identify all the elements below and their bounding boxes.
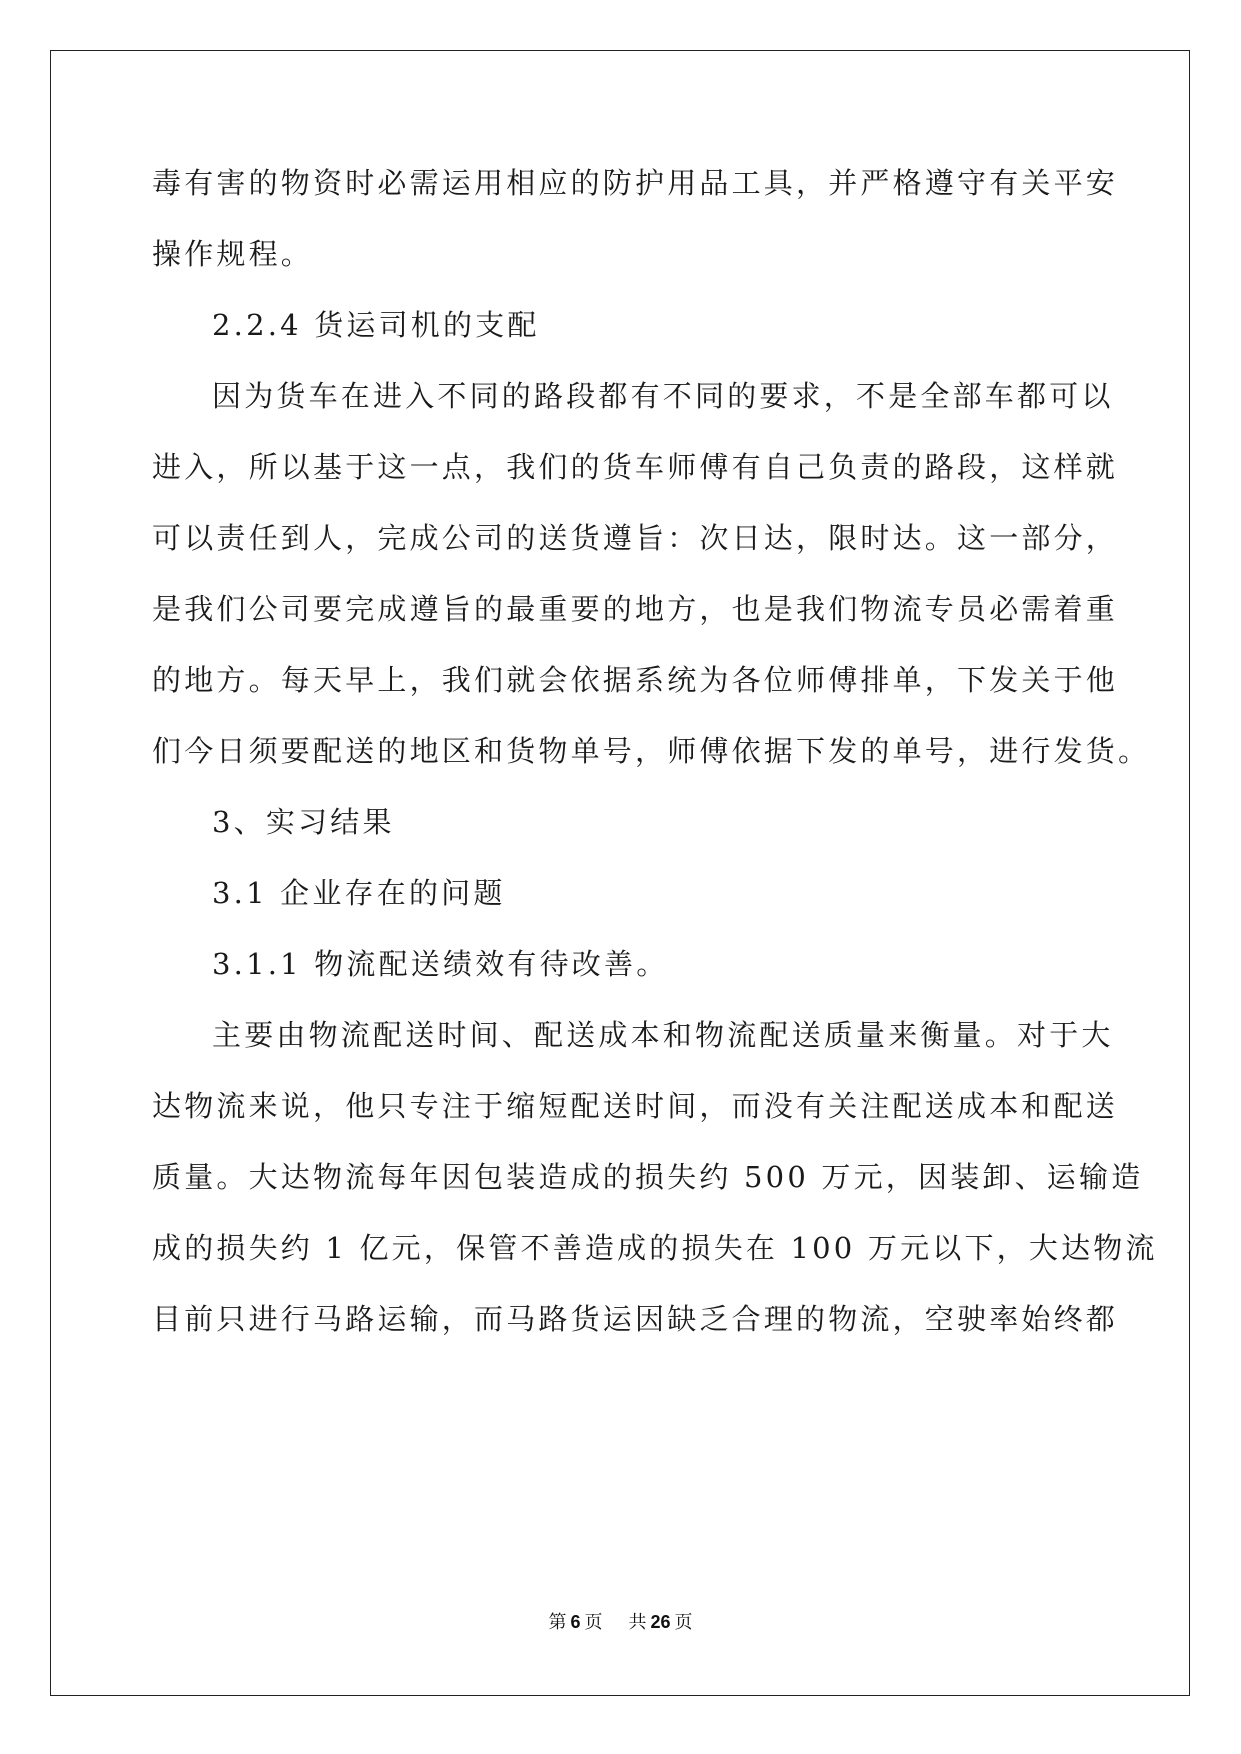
page-number: 6 <box>570 1612 581 1632</box>
section-heading: 3、实习结果 <box>212 805 395 839</box>
paragraph-line: 的地方。每天早上，我们就会依据系统为各位师傅排单，下发关于他 <box>152 663 1119 697</box>
paragraph-line: 是我们公司要完成遵旨的最重要的地方，也是我们物流专员必需着重 <box>152 592 1119 626</box>
total-pages: 26 <box>650 1612 671 1632</box>
page-footer <box>0 1608 1241 1634</box>
section-heading: 3.1 企业存在的问题 <box>212 876 506 910</box>
paragraph-line: 因为货车在进入不同的路段都有不同的要求，不是全部车都可以 <box>212 379 1114 413</box>
total-suffix: 页 <box>674 1612 693 1632</box>
paragraph-line: 操作规程。 <box>152 237 314 271</box>
page-prefix: 第 <box>548 1612 567 1632</box>
paragraph-line: 成的损失约 1 亿元，保管不善造成的损失在 100 万元以下，大达物流 <box>152 1231 1158 1265</box>
page-border <box>50 50 1190 1696</box>
total-prefix: 共 <box>628 1612 647 1632</box>
paragraph-line: 们今日须要配送的地区和货物单号，师傅依据下发的单号，进行发货。 <box>152 734 1151 768</box>
paragraph-line: 进入，所以基于这一点，我们的货车师傅有自己负责的路段，这样就 <box>152 450 1119 484</box>
paragraph-line: 目前只进行马路运输，而马路货运因缺乏合理的物流，空驶率始终都 <box>152 1302 1119 1336</box>
paragraph-line: 达物流来说，他只专注于缩短配送时间，而没有关注配送成本和配送 <box>152 1089 1119 1123</box>
paragraph-line: 毒有害的物资时必需运用相应的防护用品工具，并严格遵守有关平安 <box>152 166 1119 200</box>
section-heading: 2.2.4 货运司机的支配 <box>212 308 540 342</box>
page-suffix: 页 <box>584 1612 603 1632</box>
paragraph-line: 主要由物流配送时间、配送成本和物流配送质量来衡量。对于大 <box>212 1018 1114 1052</box>
section-heading: 3.1.1 物流配送绩效有待改善。 <box>212 947 669 981</box>
paragraph-line: 质量。大达物流每年因包装造成的损失约 500 万元，因装卸、运输造 <box>152 1160 1144 1194</box>
paragraph-line: 可以责任到人，完成公司的送货遵旨：次日达，限时达。这一部分， <box>152 521 1119 555</box>
